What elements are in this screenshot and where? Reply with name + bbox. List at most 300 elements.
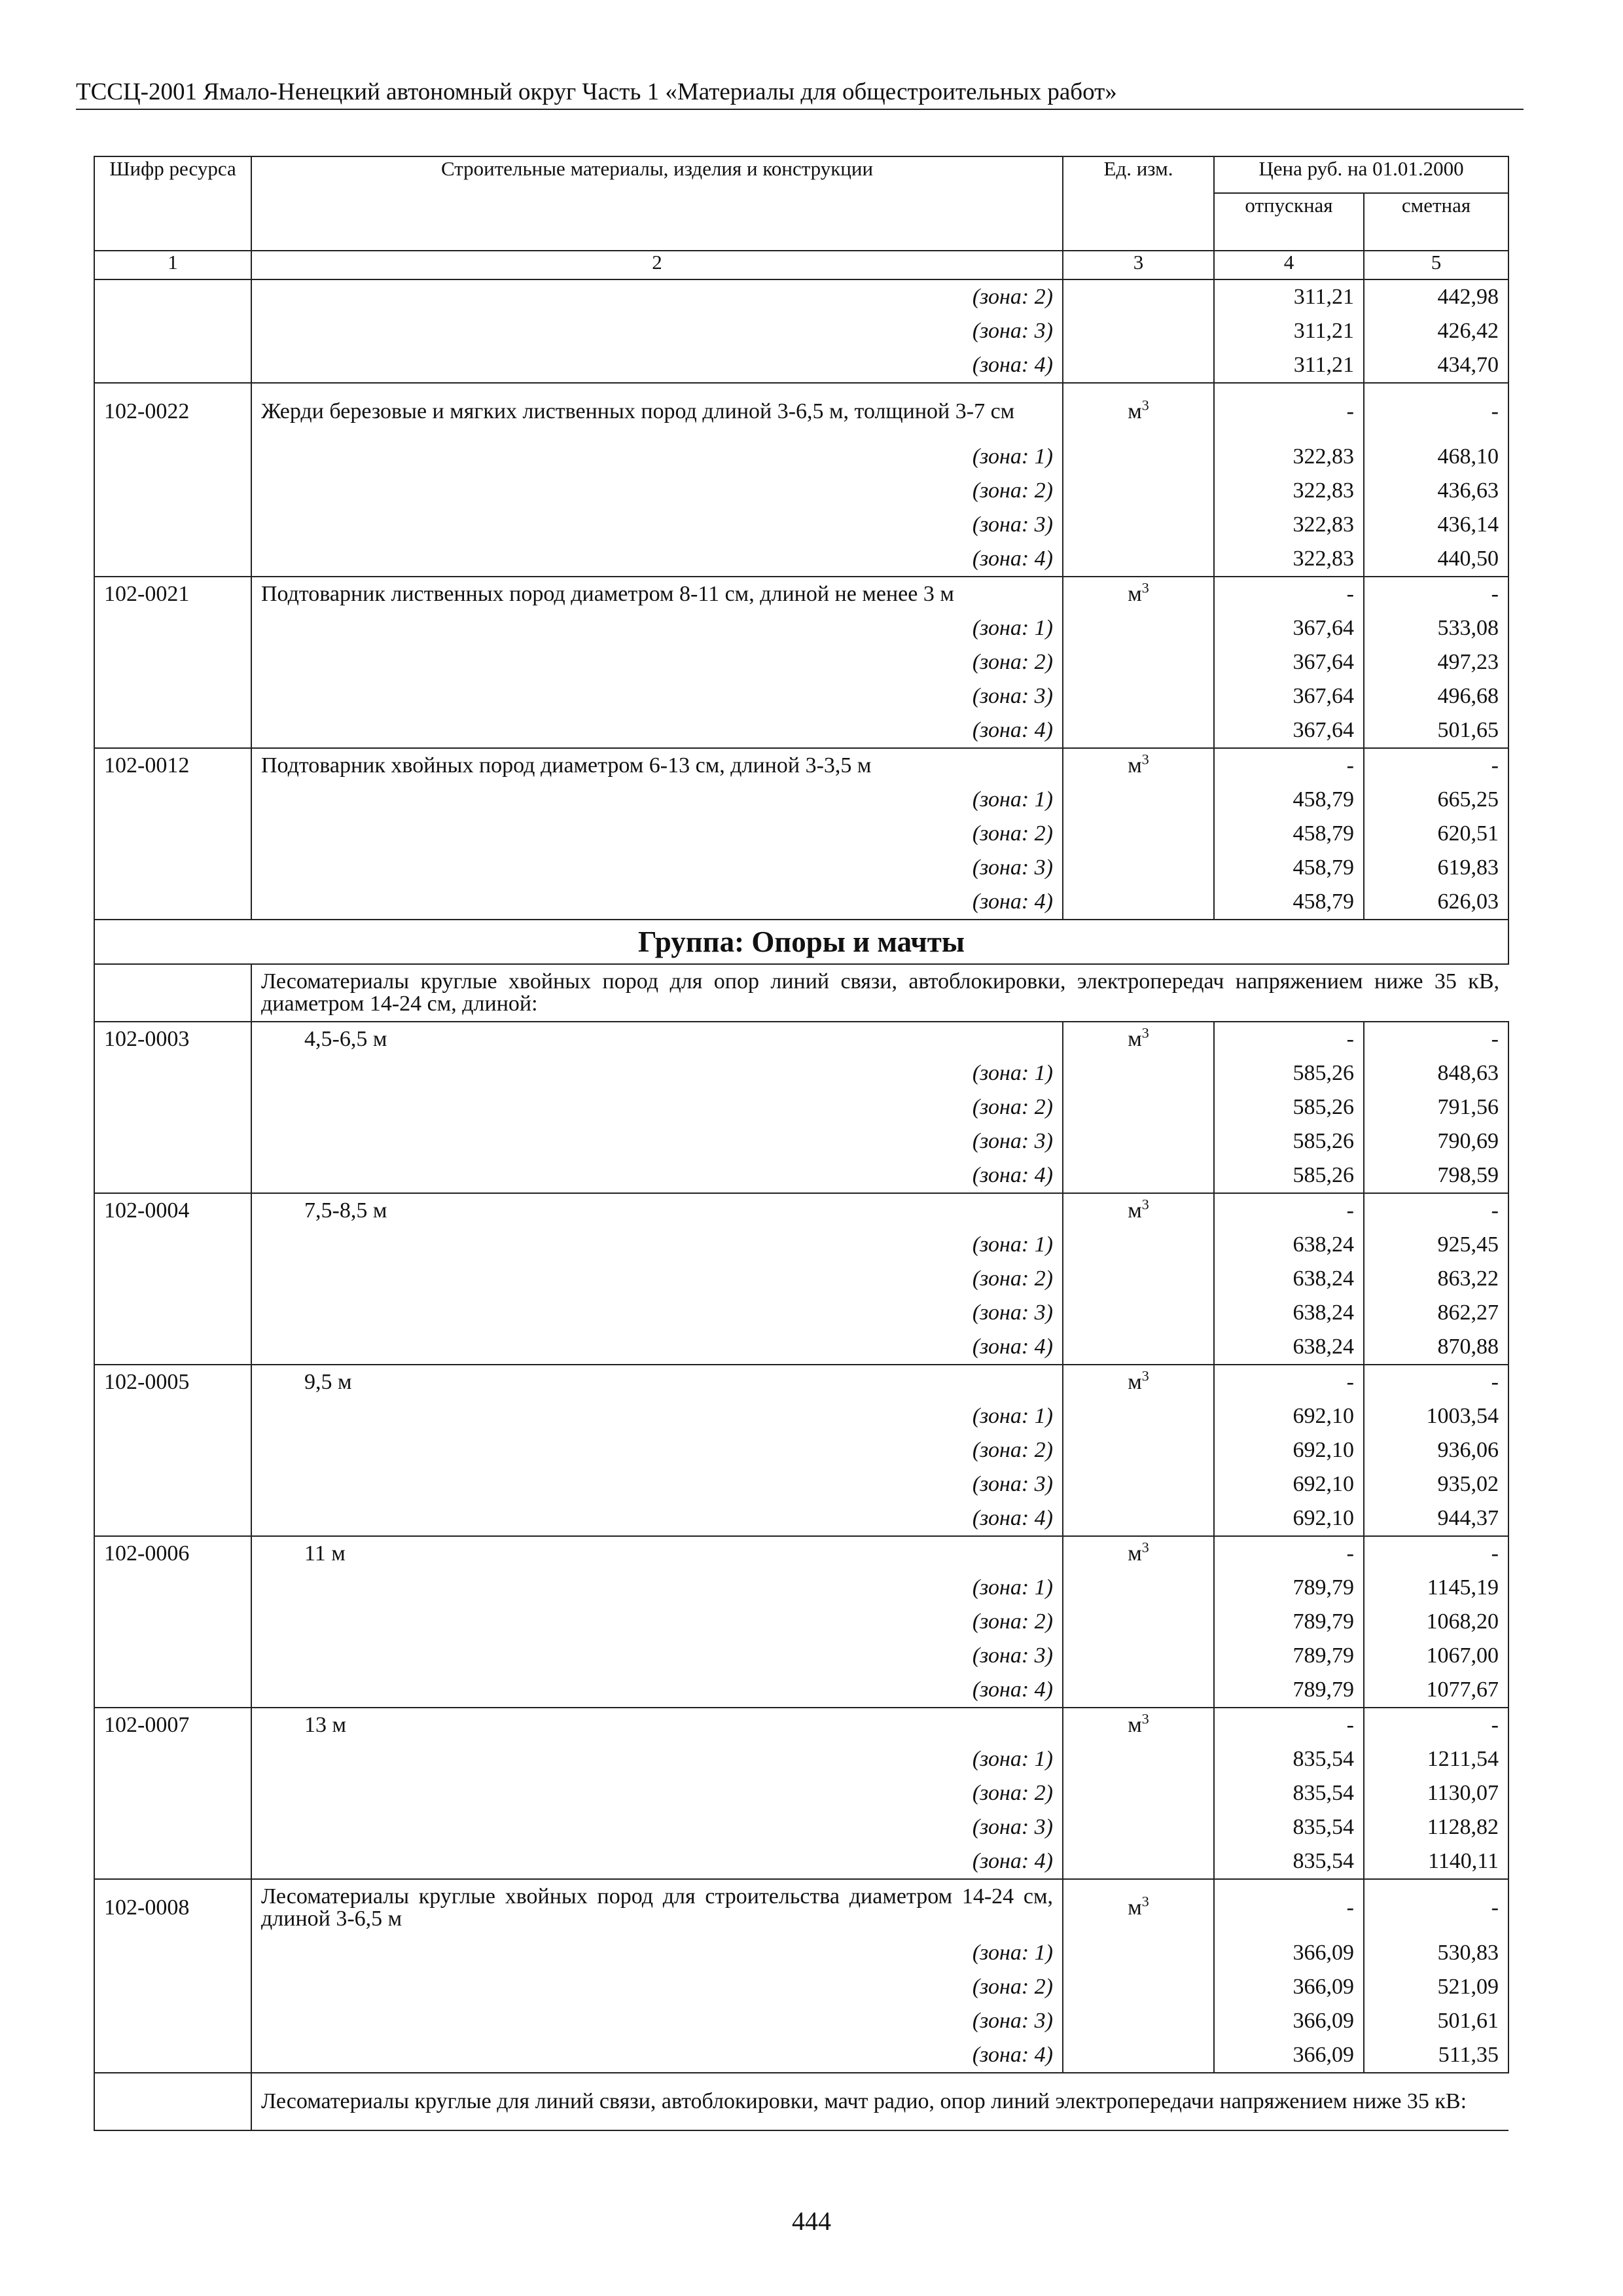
- unit-exponent: 3: [1141, 1367, 1149, 1384]
- material-name: 13 м: [251, 1708, 1063, 1742]
- estimate-price: 1068,20: [1364, 1605, 1508, 1639]
- release-price: 692,10: [1214, 1467, 1364, 1501]
- group-row: [94, 920, 1508, 964]
- unit-cell: [1063, 1022, 1214, 1056]
- zone-row: [94, 348, 1508, 383]
- unit-label: м: [1128, 1895, 1142, 1920]
- resource-code: 102-0022: [94, 383, 251, 440]
- estimate-price: 1003,54: [1364, 1399, 1508, 1433]
- zone-label: (зона: 4): [251, 1330, 1063, 1365]
- unit-cell: [1063, 1501, 1214, 1536]
- code-cell: [94, 314, 251, 348]
- zone-row: [94, 1936, 1508, 1970]
- release-price: 311,21: [1214, 279, 1364, 314]
- estimate-price: 521,09: [1364, 1970, 1508, 2004]
- zone-row: [94, 1467, 1508, 1501]
- zone-label: (зона: 1): [251, 783, 1063, 817]
- resource-code: 102-0021: [94, 577, 251, 611]
- code-cell: [94, 645, 251, 679]
- zone-label: (зона: 4): [251, 1844, 1063, 1879]
- material-name: 9,5 м: [251, 1365, 1063, 1399]
- header-estimate: сметная: [1364, 193, 1508, 251]
- zone-label: (зона: 1): [251, 1936, 1063, 1970]
- release-price: -: [1214, 1879, 1364, 1936]
- estimate-price: -: [1364, 748, 1508, 783]
- zone-label: (зона: 4): [251, 2038, 1063, 2073]
- table-body-part2: [94, 1022, 1508, 2073]
- resource-code: 102-0005: [94, 1365, 251, 1399]
- material-name: Жерди березовые и мягких лиственных пород длиной 3-6,5 м, толщиной 3-7 см: [251, 383, 1063, 440]
- zone-row: [94, 1639, 1508, 1673]
- unit-cell: [1063, 1262, 1214, 1296]
- estimate-price: 1067,00: [1364, 1639, 1508, 1673]
- release-price: 789,79: [1214, 1605, 1364, 1639]
- unit-cell: [1063, 1673, 1214, 1708]
- column-number: 1: [94, 251, 251, 279]
- unit-cell: [1063, 1056, 1214, 1090]
- code-cell: [94, 1330, 251, 1365]
- material-name: 11 м: [251, 1536, 1063, 1571]
- unit-cell: [1063, 817, 1214, 851]
- release-price: 322,83: [1214, 508, 1364, 542]
- estimate-price: 848,63: [1364, 1056, 1508, 1090]
- unit-cell: [1063, 1365, 1214, 1399]
- code-cell: [94, 1571, 251, 1605]
- zone-row: [94, 1810, 1508, 1844]
- unit-cell: [1063, 1158, 1214, 1193]
- unit-exponent: 3: [1141, 1710, 1149, 1727]
- unit-cell: [1063, 1467, 1214, 1501]
- estimate-price: 1077,67: [1364, 1673, 1508, 1708]
- unit-cell: [1063, 748, 1214, 783]
- zone-label: (зона: 3): [251, 1639, 1063, 1673]
- zone-label: (зона: 2): [251, 279, 1063, 314]
- estimate-price: 936,06: [1364, 1433, 1508, 1467]
- unit-cell: [1063, 1571, 1214, 1605]
- price-table: [94, 156, 1509, 2131]
- code-cell: [94, 1605, 251, 1639]
- zone-row: [94, 1399, 1508, 1433]
- estimate-price: 925,45: [1364, 1228, 1508, 1262]
- release-price: 585,26: [1214, 1090, 1364, 1124]
- unit-cell: [1063, 1970, 1214, 2004]
- estimate-price: 468,10: [1364, 440, 1508, 474]
- zone-row: [94, 314, 1508, 348]
- release-price: 638,24: [1214, 1296, 1364, 1330]
- estimate-price: 442,98: [1364, 279, 1508, 314]
- code-cell: [94, 885, 251, 920]
- estimate-price: 436,63: [1364, 474, 1508, 508]
- unit-cell: [1063, 1330, 1214, 1365]
- zone-label: (зона: 4): [251, 1673, 1063, 1708]
- code-cell: [94, 713, 251, 748]
- unit-cell: [1063, 645, 1214, 679]
- release-price: 692,10: [1214, 1501, 1364, 1536]
- code-cell: [94, 1776, 251, 1810]
- release-price: 835,54: [1214, 1776, 1364, 1810]
- zone-label: (зона: 1): [251, 611, 1063, 645]
- estimate-price: 1145,19: [1364, 1571, 1508, 1605]
- zone-label: (зона: 1): [251, 1399, 1063, 1433]
- estimate-price: -: [1364, 383, 1508, 440]
- unit-cell: [1063, 611, 1214, 645]
- unit-cell: [1063, 1090, 1214, 1124]
- release-price: 638,24: [1214, 1262, 1364, 1296]
- note-text: Лесоматериалы круглые хвойных пород для опор линий связи, автоблокировки, электропередач напряжением ниже 35 кВ, диаметром 14-24 см, длиной:: [251, 964, 1508, 1022]
- unit-label: м: [1128, 1027, 1142, 1051]
- header-code: Шифр ресурса: [94, 156, 251, 251]
- code-cell: [94, 1124, 251, 1158]
- zone-row: [94, 1296, 1508, 1330]
- zone-row: [94, 1228, 1508, 1262]
- estimate-price: 1211,54: [1364, 1742, 1508, 1776]
- unit-cell: [1063, 279, 1214, 314]
- unit-label: м: [1128, 399, 1142, 423]
- estimate-price: -: [1364, 1365, 1508, 1399]
- release-price: 367,64: [1214, 679, 1364, 713]
- zone-label: (зона: 2): [251, 1433, 1063, 1467]
- unit-label: м: [1128, 582, 1142, 606]
- estimate-price: 798,59: [1364, 1158, 1508, 1193]
- table-body-part1: [94, 279, 1508, 920]
- zone-label: (зона: 1): [251, 1571, 1063, 1605]
- release-price: 458,79: [1214, 783, 1364, 817]
- zone-row: [94, 1673, 1508, 1708]
- material-name: 7,5-8,5 м: [251, 1193, 1063, 1228]
- unit-exponent: 3: [1141, 579, 1149, 596]
- zone-row: [94, 1571, 1508, 1605]
- code-cell: [94, 1296, 251, 1330]
- unit-cell: [1063, 679, 1214, 713]
- estimate-price: 626,03: [1364, 885, 1508, 920]
- code-cell: [94, 611, 251, 645]
- estimate-price: -: [1364, 1193, 1508, 1228]
- unit-cell: [1063, 440, 1214, 474]
- code-cell: [94, 1090, 251, 1124]
- unit-label: м: [1128, 1713, 1142, 1737]
- code-cell: [94, 1399, 251, 1433]
- release-price: 835,54: [1214, 1844, 1364, 1879]
- zone-label: (зона: 3): [251, 314, 1063, 348]
- release-price: -: [1214, 577, 1364, 611]
- resource-code: 102-0007: [94, 1708, 251, 1742]
- column-number-row: [94, 251, 1508, 279]
- release-price: 311,21: [1214, 314, 1364, 348]
- release-price: 367,64: [1214, 611, 1364, 645]
- estimate-price: 790,69: [1364, 1124, 1508, 1158]
- release-price: 585,26: [1214, 1124, 1364, 1158]
- zone-label: (зона: 1): [251, 1228, 1063, 1262]
- code-cell: [94, 1467, 251, 1501]
- zone-row: [94, 885, 1508, 920]
- table-row: [94, 1193, 1508, 1228]
- estimate-price: -: [1364, 1536, 1508, 1571]
- code-cell: [94, 1158, 251, 1193]
- estimate-price: -: [1364, 1022, 1508, 1056]
- unit-exponent: 3: [1141, 1024, 1149, 1041]
- zone-row: [94, 2038, 1508, 2073]
- unit-cell: [1063, 1433, 1214, 1467]
- unit-cell: [1063, 1193, 1214, 1228]
- zone-row: [94, 1330, 1508, 1365]
- release-price: 322,83: [1214, 542, 1364, 577]
- release-price: 458,79: [1214, 851, 1364, 885]
- estimate-price: 496,68: [1364, 679, 1508, 713]
- header-price: Цена руб. на 01.01.2000: [1214, 156, 1508, 193]
- unit-cell: [1063, 1296, 1214, 1330]
- code-cell: [94, 679, 251, 713]
- zone-row: [94, 1501, 1508, 1536]
- unit-cell: [1063, 1536, 1214, 1571]
- unit-cell: [1063, 2004, 1214, 2038]
- zone-label: (зона: 1): [251, 1742, 1063, 1776]
- table-row: [94, 1536, 1508, 1571]
- code-cell: [94, 508, 251, 542]
- code-cell: [94, 1433, 251, 1467]
- unit-cell: [1063, 1742, 1214, 1776]
- zone-row: [94, 611, 1508, 645]
- code-cell: [94, 817, 251, 851]
- zone-label: (зона: 3): [251, 851, 1063, 885]
- estimate-price: 436,14: [1364, 508, 1508, 542]
- zone-label: (зона: 4): [251, 1158, 1063, 1193]
- zone-label: (зона: 3): [251, 1124, 1063, 1158]
- release-price: -: [1214, 383, 1364, 440]
- material-name: Подтоварник лиственных пород диаметром 8-11 см, длиной не менее 3 м: [251, 577, 1063, 611]
- header-unit: Ед. изм.: [1063, 156, 1214, 251]
- release-price: -: [1214, 1708, 1364, 1742]
- zone-row: [94, 279, 1508, 314]
- material-name: Лесоматериалы круглые хвойных пород для строительства диаметром 14-24 см, длиной 3-6,5 м: [251, 1879, 1063, 1936]
- zone-row: [94, 1776, 1508, 1810]
- release-price: -: [1214, 1536, 1364, 1571]
- unit-cell: [1063, 1810, 1214, 1844]
- estimate-price: -: [1364, 577, 1508, 611]
- zone-row: [94, 508, 1508, 542]
- code-cell: [94, 1970, 251, 2004]
- zone-label: (зона: 3): [251, 1467, 1063, 1501]
- unit-cell: [1063, 1708, 1214, 1742]
- release-price: 789,79: [1214, 1673, 1364, 1708]
- code-cell: [94, 783, 251, 817]
- code-cell: [94, 1501, 251, 1536]
- zone-row: [94, 851, 1508, 885]
- estimate-price: 434,70: [1364, 348, 1508, 383]
- unit-cell: [1063, 577, 1214, 611]
- table-row: [94, 748, 1508, 783]
- estimate-price: 620,51: [1364, 817, 1508, 851]
- zone-label: (зона: 3): [251, 1296, 1063, 1330]
- unit-cell: [1063, 348, 1214, 383]
- estimate-price: 426,42: [1364, 314, 1508, 348]
- release-price: -: [1214, 1022, 1364, 1056]
- zone-label: (зона: 2): [251, 1970, 1063, 2004]
- unit-cell: [1063, 1844, 1214, 1879]
- estimate-price: 440,50: [1364, 542, 1508, 577]
- code-cell: [94, 1673, 251, 1708]
- zone-label: (зона: 2): [251, 1605, 1063, 1639]
- unit-cell: [1063, 314, 1214, 348]
- zone-label: (зона: 2): [251, 1262, 1063, 1296]
- resource-code: 102-0006: [94, 1536, 251, 1571]
- unit-cell: [1063, 885, 1214, 920]
- zone-label: (зона: 4): [251, 1501, 1063, 1536]
- zone-row: [94, 713, 1508, 748]
- zone-row: [94, 1844, 1508, 1879]
- code-cell: [94, 2004, 251, 2038]
- unit-label: м: [1128, 1541, 1142, 1566]
- estimate-price: 530,83: [1364, 1936, 1508, 1970]
- unit-cell: [1063, 1776, 1214, 1810]
- estimate-price: 533,08: [1364, 611, 1508, 645]
- unit-cell: [1063, 1936, 1214, 1970]
- release-price: 638,24: [1214, 1330, 1364, 1365]
- resource-code: 102-0008: [94, 1879, 251, 1936]
- code-cell: [94, 279, 251, 314]
- zone-label: (зона: 2): [251, 1090, 1063, 1124]
- zone-row: [94, 1056, 1508, 1090]
- zone-label: (зона: 2): [251, 1776, 1063, 1810]
- release-price: 585,26: [1214, 1158, 1364, 1193]
- code-cell: [94, 1639, 251, 1673]
- zone-label: (зона: 1): [251, 1056, 1063, 1090]
- unit-cell: [1063, 474, 1214, 508]
- note-text: Лесоматериалы круглые для линий связи, автоблокировки, мачт радио, опор линий электропередачи напряжением ниже 35 кВ:: [251, 2073, 1508, 2130]
- unit-cell: [1063, 851, 1214, 885]
- estimate-price: 511,35: [1364, 2038, 1508, 2073]
- zone-row: [94, 645, 1508, 679]
- table-row: [94, 577, 1508, 611]
- release-price: 638,24: [1214, 1228, 1364, 1262]
- resource-code: 102-0012: [94, 748, 251, 783]
- code-cell: [94, 1228, 251, 1262]
- material-name: 4,5-6,5 м: [251, 1022, 1063, 1056]
- group-title: Группа: Опоры и мачты: [94, 920, 1508, 964]
- estimate-price: 665,25: [1364, 783, 1508, 817]
- estimate-price: 501,61: [1364, 2004, 1508, 2038]
- release-price: -: [1214, 1365, 1364, 1399]
- estimate-price: 1140,11: [1364, 1844, 1508, 1879]
- page-number: 444: [792, 2206, 831, 2236]
- code-cell: [94, 1056, 251, 1090]
- zone-row: [94, 542, 1508, 577]
- code-cell: [94, 1936, 251, 1970]
- unit-exponent: 3: [1141, 1893, 1149, 1910]
- zone-label: (зона: 2): [251, 474, 1063, 508]
- zone-row: [94, 817, 1508, 851]
- code-cell: [94, 474, 251, 508]
- table-row: [94, 383, 1508, 440]
- unit-exponent: 3: [1141, 1196, 1149, 1213]
- table-row: [94, 1879, 1508, 1936]
- release-price: 366,09: [1214, 1970, 1364, 2004]
- code-cell: [94, 542, 251, 577]
- zone-row: [94, 1742, 1508, 1776]
- column-number: 5: [1364, 251, 1508, 279]
- code-cell: [94, 440, 251, 474]
- zone-label: (зона: 1): [251, 440, 1063, 474]
- unit-cell: [1063, 383, 1214, 440]
- zone-row: [94, 1090, 1508, 1124]
- zone-label: (зона: 3): [251, 508, 1063, 542]
- estimate-price: 1128,82: [1364, 1810, 1508, 1844]
- running-head: ТССЦ-2001 Ямало-Ненецкий автономный округ Часть 1 «Материалы для общестроительных работ»: [76, 76, 1524, 110]
- unit-cell: [1063, 1228, 1214, 1262]
- estimate-price: -: [1364, 1879, 1508, 1936]
- material-name: Подтоварник хвойных пород диаметром 6-13 см, длиной 3-3,5 м: [251, 748, 1063, 783]
- release-price: 458,79: [1214, 817, 1364, 851]
- code-cell: [94, 1262, 251, 1296]
- note-row: [94, 2073, 1508, 2130]
- estimate-price: 870,88: [1364, 1330, 1508, 1365]
- group-section: [94, 920, 1508, 1022]
- unit-cell: [1063, 508, 1214, 542]
- unit-exponent: 3: [1141, 1539, 1149, 1556]
- column-number: 2: [251, 251, 1063, 279]
- unit-exponent: 3: [1141, 397, 1149, 414]
- code-cell: [94, 348, 251, 383]
- estimate-price: 862,27: [1364, 1296, 1508, 1330]
- release-price: 322,83: [1214, 440, 1364, 474]
- zone-label: (зона: 3): [251, 1810, 1063, 1844]
- release-price: 311,21: [1214, 348, 1364, 383]
- zone-row: [94, 1262, 1508, 1296]
- unit-cell: [1063, 1879, 1214, 1936]
- release-price: 835,54: [1214, 1742, 1364, 1776]
- estimate-price: 1130,07: [1364, 1776, 1508, 1810]
- zone-label: (зона: 4): [251, 713, 1063, 748]
- release-price: -: [1214, 748, 1364, 783]
- zone-row: [94, 679, 1508, 713]
- release-price: 458,79: [1214, 885, 1364, 920]
- unit-cell: [1063, 2038, 1214, 2073]
- zone-label: (зона: 4): [251, 348, 1063, 383]
- unit-cell: [1063, 1639, 1214, 1673]
- zone-label: (зона: 2): [251, 645, 1063, 679]
- zone-row: [94, 783, 1508, 817]
- unit-label: м: [1128, 1198, 1142, 1223]
- zone-row: [94, 1970, 1508, 2004]
- release-price: 366,09: [1214, 2038, 1364, 2073]
- header-release: отпускная: [1214, 193, 1364, 251]
- unit-cell: [1063, 1124, 1214, 1158]
- estimate-price: 863,22: [1364, 1262, 1508, 1296]
- column-number: 4: [1214, 251, 1364, 279]
- unit-cell: [1063, 713, 1214, 748]
- zone-row: [94, 1124, 1508, 1158]
- zone-row: [94, 474, 1508, 508]
- header-name: Строительные материалы, изделия и конструкции: [251, 156, 1063, 251]
- release-price: 789,79: [1214, 1639, 1364, 1673]
- unit-cell: [1063, 1605, 1214, 1639]
- estimate-price: 935,02: [1364, 1467, 1508, 1501]
- zone-row: [94, 1605, 1508, 1639]
- unit-cell: [1063, 542, 1214, 577]
- unit-cell: [1063, 783, 1214, 817]
- release-price: 366,09: [1214, 1936, 1364, 1970]
- estimate-price: -: [1364, 1708, 1508, 1742]
- table-row: [94, 1022, 1508, 1056]
- estimate-price: 944,37: [1364, 1501, 1508, 1536]
- unit-exponent: 3: [1141, 751, 1149, 768]
- zone-row: [94, 1433, 1508, 1467]
- table-header-row: [94, 156, 1508, 193]
- code-cell: [94, 1810, 251, 1844]
- estimate-price: 791,56: [1364, 1090, 1508, 1124]
- estimate-price: 619,83: [1364, 851, 1508, 885]
- release-price: 835,54: [1214, 1810, 1364, 1844]
- unit-label: м: [1128, 1370, 1142, 1394]
